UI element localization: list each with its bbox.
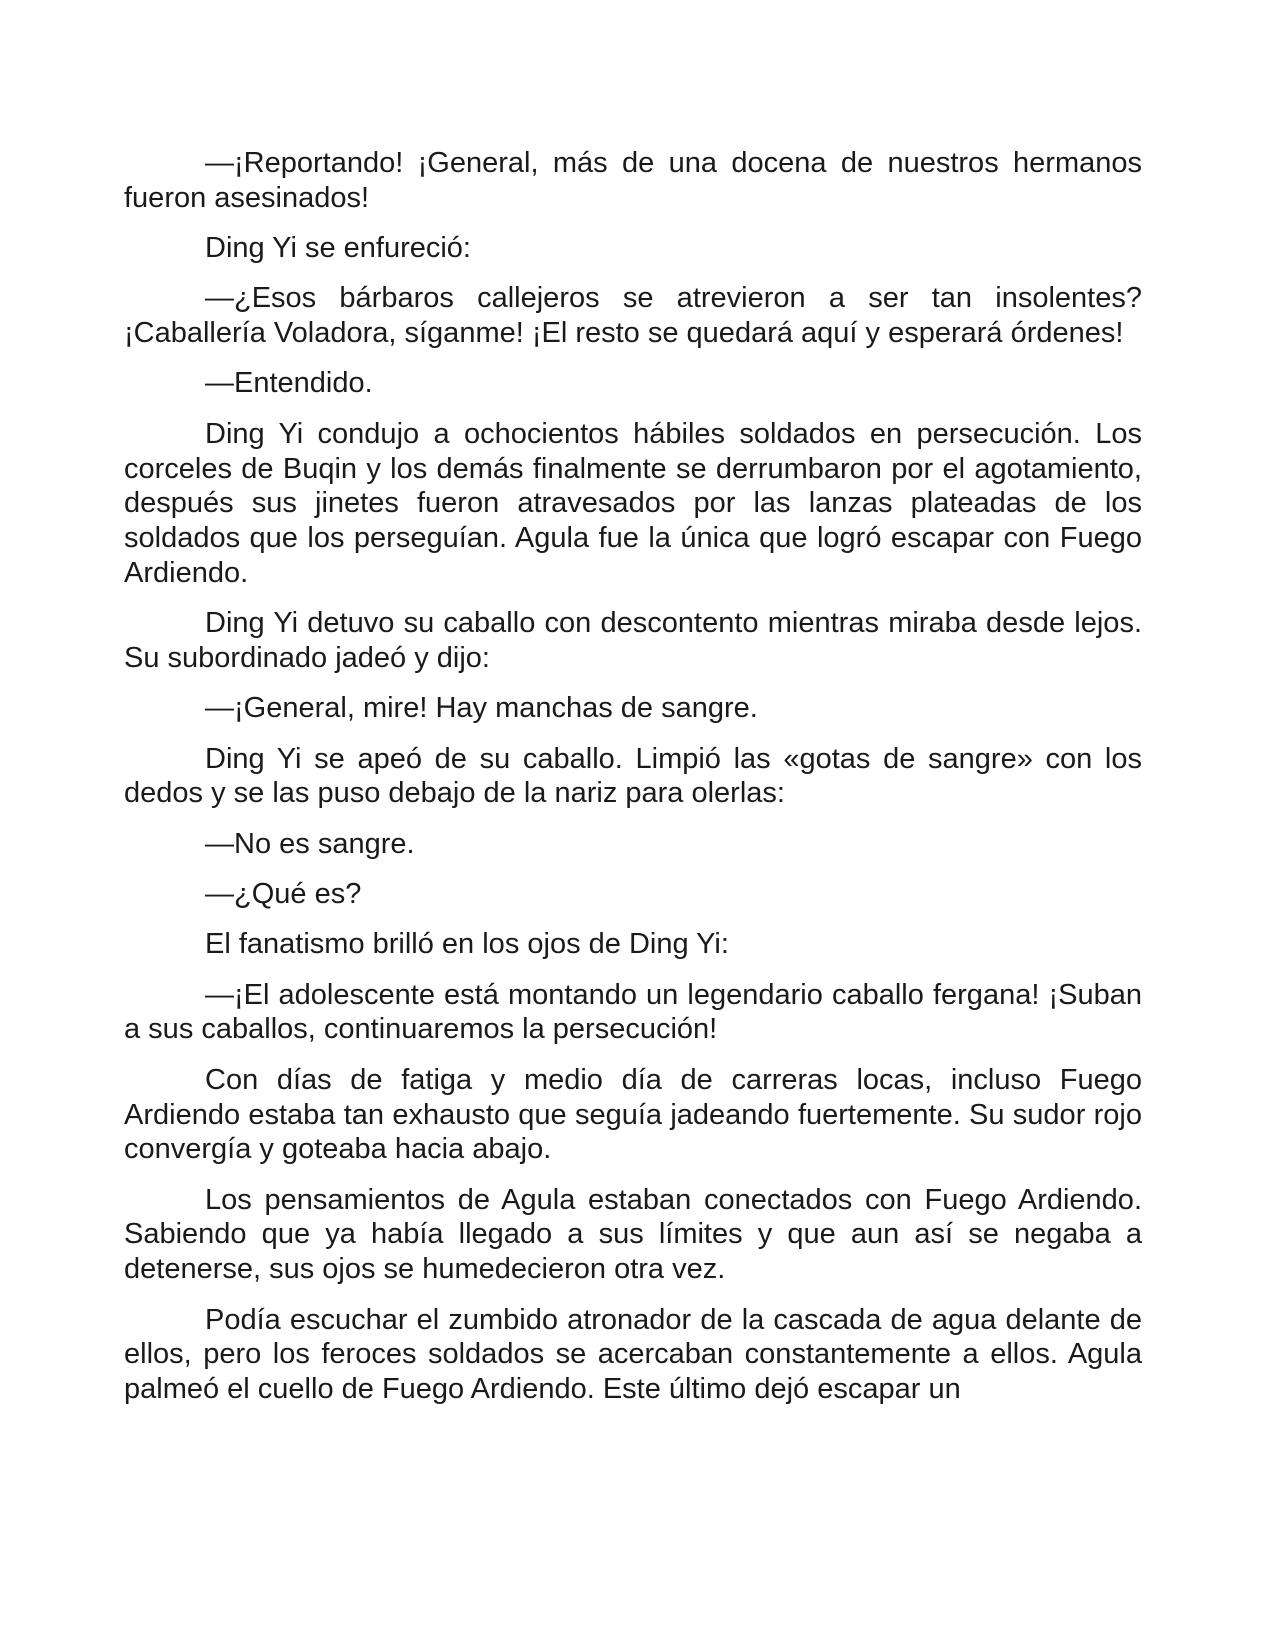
paragraph: Ding Yi se apeó de su caballo. Limpió las «gotas de sangre» con los dedos y se las puso debajo de la nariz para olerlas: bbox=[124, 742, 1142, 810]
paragraph: —¿Qué es? bbox=[205, 878, 362, 911]
paragraph: Ding Yi se enfureció: bbox=[205, 232, 471, 265]
paragraph: —¡El adolescente está montando un legendario caballo fergana! ¡Suban a sus caballos, continuaremos la persecución! bbox=[124, 978, 1142, 1046]
paragraph: Ding Yi condujo a ochocientos hábiles soldados en persecución. Los corceles de Buqin y los demás finalmente se derrumbaron por el agotamiento, después sus jinetes fueron atravesados por las lanzas plateadas de los soldados que los perseguían. Agula fue la única que logró escapar con Fuego Ardiendo. bbox=[124, 417, 1142, 589]
paragraph: —Entendido. bbox=[205, 367, 373, 400]
paragraph: —¡Reportando! ¡General, más de una docena de nuestros hermanos fueron asesinados! bbox=[124, 147, 1142, 214]
paragraph: —¿Esos bárbaros callejeros se atrevieron a ser tan insolentes? ¡Caballería Voladora, síganme! ¡El resto se quedará aquí y esperará órdenes! bbox=[124, 282, 1142, 350]
body-text bbox=[124, 146, 1142, 1422]
paragraph: —No es sangre. bbox=[205, 827, 415, 860]
paragraph: Ding Yi detuvo su caballo con descontento mientras miraba desde lejos. Su subordinado jadeó y dijo: bbox=[124, 607, 1142, 675]
paragraph: El fanatismo brilló en los ojos de Ding Yi: bbox=[205, 928, 729, 961]
paragraph: Con días de fatiga y medio día de carreras locas, incluso Fuego Ardiendo estaba tan exhausto que seguía jadeando fuertemente. Su sudor rojo convergía y goteaba hacia abajo. bbox=[124, 1063, 1142, 1166]
paragraph: Podía escuchar el zumbido atronador de la cascada de agua delante de ellos, pero los feroces soldados se acercaban constantemente a ellos. Agula palmeó el cuello de Fuego Ardiendo. Este último dejó escapar un bbox=[124, 1303, 1142, 1406]
paragraph: Los pensamientos de Agula estaban conectados con Fuego Ardiendo. Sabiendo que ya había llegado a sus límites y que aun así se negaba a detenerse, sus ojos se humedecieron otra vez. bbox=[124, 1183, 1142, 1286]
paragraph: —¡General, mire! Hay manchas de sangre. bbox=[205, 692, 758, 725]
